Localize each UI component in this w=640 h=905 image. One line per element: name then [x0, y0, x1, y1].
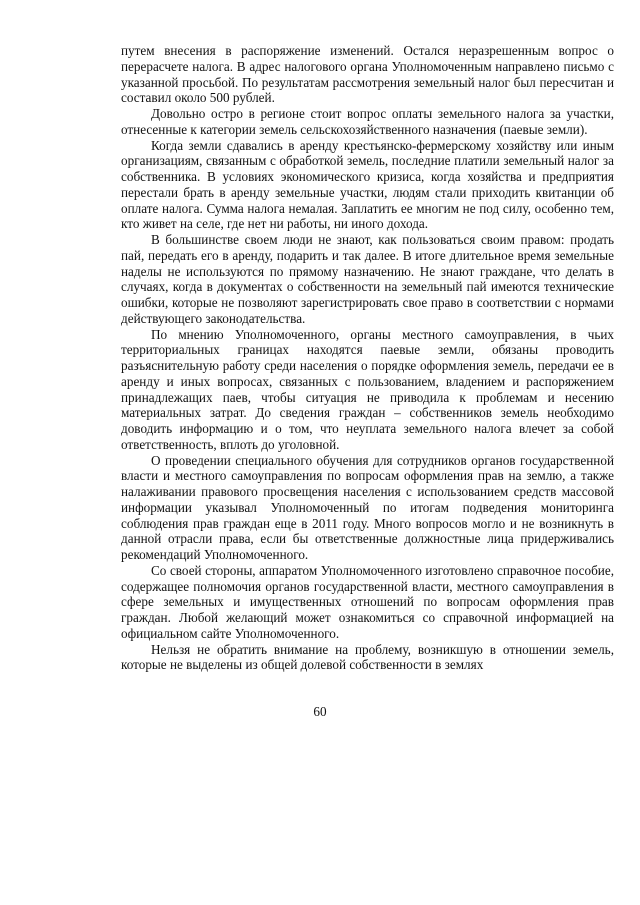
paragraph-shared-ownership-problem: Нельзя не обратить внимание на проблему, возникшую в отношении земель, которые не выделены из общей долевой собственности в землях — [121, 641, 614, 673]
paragraph-local-government-duty: По мнению Уполномоченного, органы местного самоуправления, в чьих территориальных границах находятся паевые земли, обязаны проводить разъяснительную работу среди населения о порядке оформления земель, передачи ее в аренду и иных вопросах, связанных с пользованием, владением и распоряжением принадлежащих паев, чтобы ситуация не приводила к проблемам и несению материальных затрат. До сведения граждан – собственников земель необходимо доводить информацию и о том, что неуплата земельного налога влечет за собой ответственность, вплоть до уголовной. — [121, 326, 614, 452]
paragraph-special-training: О проведении специального обучения для сотрудников органов государственной власти и местного самоуправления по вопросам оформления прав на землю, а также налаживании правового просвещения населения с использованием средств массовой информации указывал Уполномоченный по итогам подведения мониторинга соблюдения прав граждан еще в 2011 году. Много вопросов могло и не возникнуть в данной отрасли права, если бы ответственные должностные лица придерживались рекомендаций Уполномоченного. — [121, 452, 614, 562]
paragraph-lease-crisis: Когда земли сдавались в аренду крестьянско-фермерскому хозяйству или иным организациям, связанным с обработкой земель, последние платили земельный налог за собственника. В условиях экономического кризиса, когда хозяйства и предприятия перестали брать в аренду земельные участки, людям стали приходить квитанции об оплате налога. Сумма налога немалая. Заплатить ее многим не под силу, особенно тем, кто живет на селе, где нет ни работы, ни иного дохода. — [121, 137, 614, 232]
paragraph-tax-recalculation: путем внесения в распоряжение изменений. Остался неразрешенным вопрос о перерасчете налога. В адрес налогового органа Уполномоченным направлено письмо с указанной просьбой. По результатам рассмотрения земельный налог был пересчитан и составил около 500 рублей. — [121, 43, 614, 106]
paragraph-rights-unawareness: В большинстве своем люди не знают, как пользоваться своим правом: продать пай, передать его в аренду, подарить и так далее. В итоге длительное время земельные наделы не используются по прямому назначению. Не знают граждане, что делать в случаях, когда в документах о собственности на земельный пай имеются технические ошибки, которые не позволяют зарегистрировать свое право в соответствии с нормами действующего законодательства. — [121, 232, 614, 326]
body-text — [121, 43, 614, 673]
page-number: 60 — [313, 704, 327, 719]
paragraph-share-lands-issue: Довольно остро в регионе стоит вопрос оплаты земельного налога за участки, отнесенные к категории земель сельскохозяйственного назначения (паевые земли). — [121, 106, 614, 137]
paragraph-reference-manual: Со своей стороны, аппаратом Уполномоченного изготовлено справочное пособие, содержащее полномочия органов государственной власти, местного самоуправления в сфере земельных и имущественных отношений по вопросам оформления прав граждан. Любой желающий может ознакомиться со справочной информацией на официальном сайте Уполномоченного. — [121, 562, 614, 641]
